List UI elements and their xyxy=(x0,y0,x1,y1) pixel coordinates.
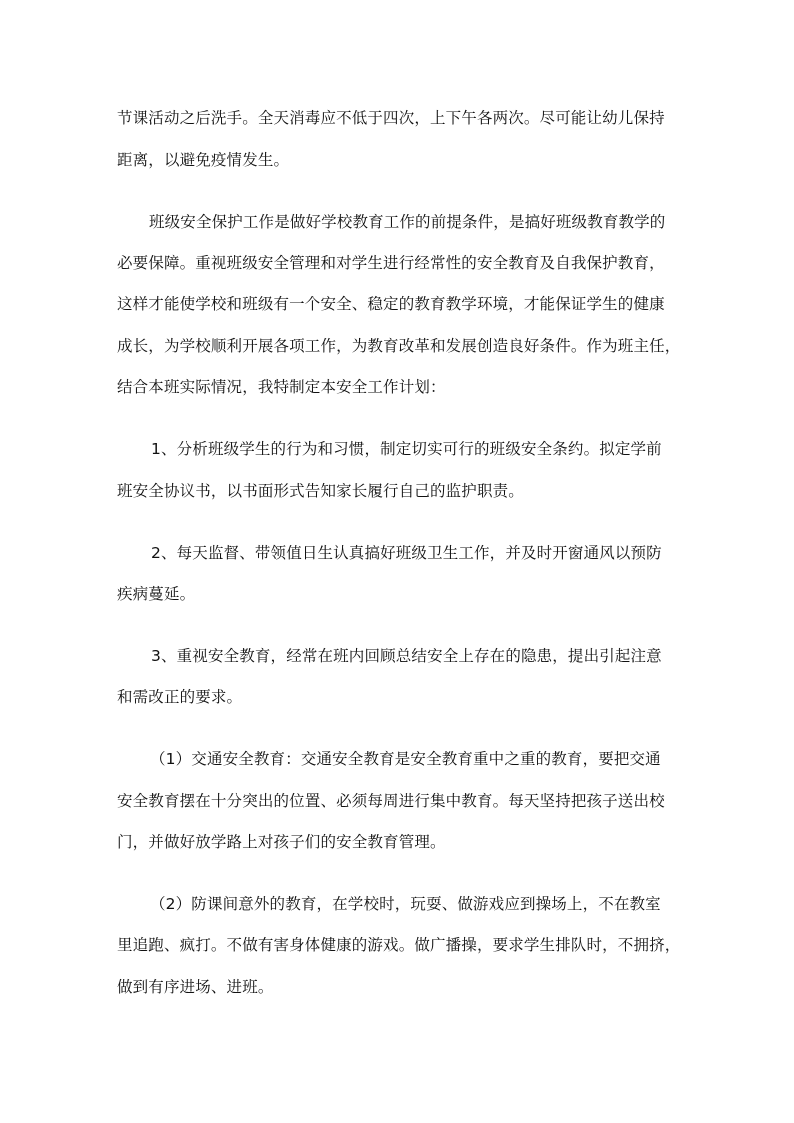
paragraph-line: （1）交通安全教育：交通安全教育是安全教育重中之重的教育，要把交通 xyxy=(150,750,661,768)
paragraph-line: 安全教育摆在十分突出的位置、必须每周进行集中教育。每天坚持把孩子送出校 xyxy=(117,792,665,810)
paragraph-line: 节课活动之后洗手。全天消毒应不低于四次，上下午各两次。尽可能让幼儿保持 xyxy=(117,109,665,127)
paragraph-line: 里追跑、疯打。不做有害身体健康的游戏。做广播操，要求学生排队时，不拥挤， xyxy=(117,936,681,954)
paragraph-line: 和需改正的要求。 xyxy=(117,688,243,706)
paragraph-line: 3、重视安全教育，经常在班内回顾总结安全上存在的隐患，提出引起注意 xyxy=(151,647,662,665)
paragraph-line: 2、每天监督、带领值日生认真搞好班级卫生工作，并及时开窗通风以预防 xyxy=(151,544,662,562)
paragraph-line: 门，并做好放学路上对孩子们的安全教育管理。 xyxy=(117,833,446,851)
paragraph-line: 班级安全保护工作是做好学校教育工作的前提条件，是搞好班级教育教学的 xyxy=(149,213,666,231)
paragraph-line: （2）防课间意外的教育，在学校时，玩耍、做游戏应到操场上，不在教室 xyxy=(150,895,661,913)
paragraph-line: 这样才能使学校和班级有一个安全、稳定的教育教学环境，才能保证学生的健康 xyxy=(117,295,665,313)
paragraph-line: 做到有序进场、进班。 xyxy=(117,978,274,996)
paragraph-line: 疾病蔓延。 xyxy=(117,585,196,603)
paragraph-line: 距离，以避免疫情发生。 xyxy=(117,151,290,169)
paragraph-line: 1、分析班级学生的行为和习惯，制定切实可行的班级安全条约。拟定学前 xyxy=(151,440,662,458)
paragraph-line: 必要保障。重视班级安全管理和对学生进行经常性的安全教育及自我保护教育， xyxy=(117,254,665,272)
paragraph-line: 成长，为学校顺利开展各项工作，为教育改革和发展创造良好条件。作为班主任， xyxy=(117,337,681,355)
paragraph-line: 结合本班实际情况，我特制定本安全工作计划： xyxy=(117,378,446,396)
paragraph-line: 班安全协议书，以书面形式告知家长履行自己的监护职责。 xyxy=(117,482,524,500)
